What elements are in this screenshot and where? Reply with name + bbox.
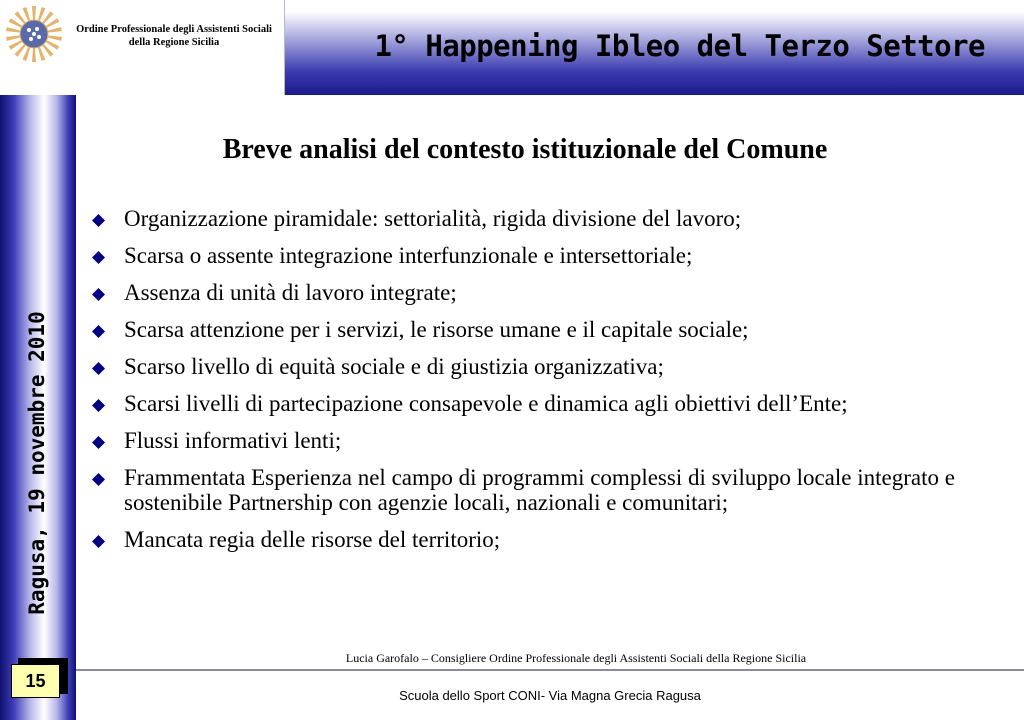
diamond-bullet-icon	[92, 288, 105, 301]
list-item	[92, 317, 972, 342]
footer-divider	[76, 669, 1024, 671]
organization-name-line1: Ordine Professionale degli Assistenti Sociali	[76, 24, 272, 35]
bullet-text: Scarso livello di equità sociale e di giustizia organizzativa;	[124, 354, 664, 379]
list-item	[92, 391, 972, 416]
bullet-text: Frammentata Esperienza nel campo di programmi complessi di sviluppo locale integrato e sostenibile Partnership con agenzie locali, nazionali e comunitari;	[124, 465, 955, 515]
footer-author: Lucia Garofalo – Consigliere Ordine Professionale degli Assistenti Sociali della Regione Sicilia	[345, 651, 807, 665]
list-item	[92, 243, 972, 268]
bullet-text: Assenza di unità di lavoro integrate;	[124, 280, 457, 305]
bullet-text: Scarsa o assente integrazione interfunzionale e intersettoriale;	[124, 243, 693, 268]
diamond-bullet-icon	[92, 325, 105, 338]
footer-venue: Scuola dello Sport CONI- Via Magna Grecia Ragusa	[399, 688, 701, 703]
bullet-text: Mancata regia delle risorse del territorio;	[124, 527, 501, 552]
bullet-text: Organizzazione piramidale: settorialità, rigida divisione del lavoro;	[124, 206, 742, 231]
diamond-bullet-icon	[92, 535, 105, 548]
diamond-bullet-icon	[92, 214, 105, 227]
slide-title: Breve analisi del contesto istituzionale del Comune	[222, 134, 828, 165]
diamond-bullet-icon	[92, 436, 105, 449]
list-item	[92, 428, 972, 453]
order-logo-icon	[4, 4, 64, 64]
diamond-bullet-icon	[92, 251, 105, 264]
page-number: 15	[11, 664, 60, 698]
bullet-text: Flussi informativi lenti;	[124, 428, 342, 453]
list-item	[92, 280, 972, 305]
diamond-bullet-icon	[92, 473, 105, 486]
list-item	[92, 206, 972, 231]
diamond-bullet-icon	[92, 399, 105, 412]
date-container	[2, 295, 72, 630]
organization-name-line2: della Regione Sicilia	[128, 37, 220, 48]
event-title: 1° Happening Ibleo del Terzo Settore	[374, 29, 985, 63]
list-item	[92, 354, 972, 379]
bullet-text: Scarsa attenzione per i servizi, le risorse umane e il capitale sociale;	[124, 317, 749, 342]
diamond-bullet-icon	[92, 362, 105, 375]
logo-box	[0, 0, 285, 95]
list-item	[92, 465, 972, 515]
list-item	[92, 527, 972, 552]
sidebar	[0, 95, 76, 720]
bullet-text: Scarsi livelli di partecipazione consapevole e dinamica agli obiettivi dell’Ente;	[124, 391, 848, 416]
event-date: Ragusa, 19 novembre 2010	[25, 311, 49, 615]
bullet-list	[92, 206, 972, 564]
organization-name	[66, 23, 282, 49]
